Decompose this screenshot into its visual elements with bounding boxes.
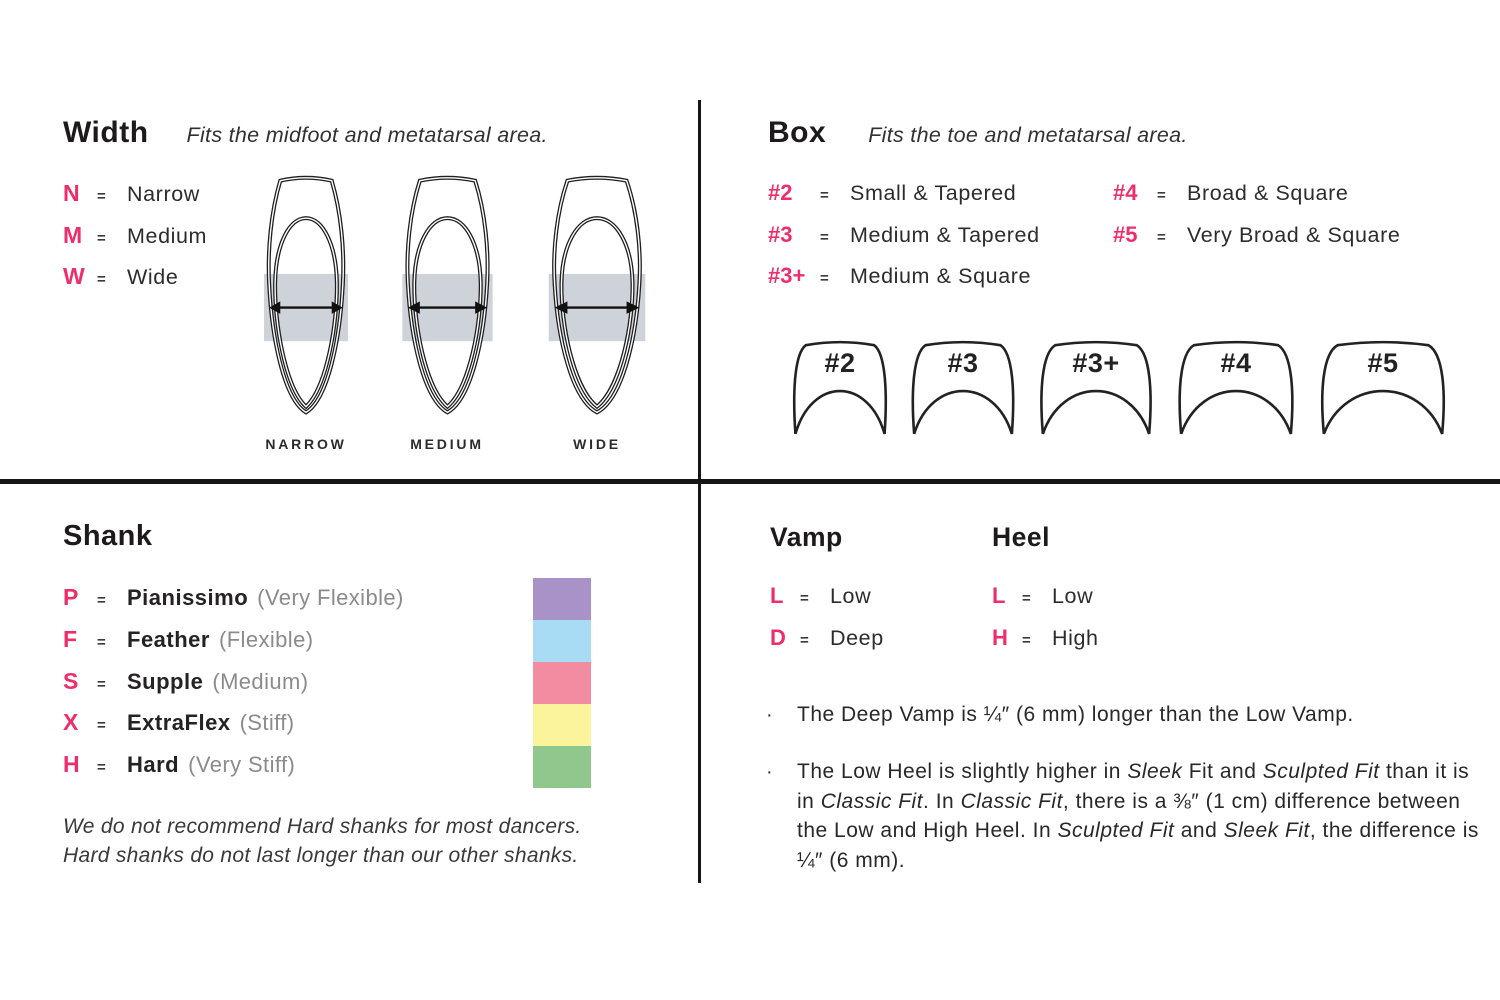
shank-desc-pianissimo: (Very Flexible) [257,585,404,610]
shank-name-feather: Feather [127,626,210,652]
box-legend-row-3plus [768,263,1040,305]
horizontal-divider [0,479,1500,484]
box-label-3plus: Medium & Square [850,264,1032,288]
box-legend-row-5 [1113,222,1400,264]
box-shape-2 [788,336,892,438]
box-label-4: Broad & Square [1187,181,1349,205]
box-key-2: #2 [768,180,793,205]
equals-sign: = [1157,187,1166,204]
shoe-caption-wide: WIDE [573,436,621,452]
box-legend-row-3 [768,222,1040,264]
box-shape-3-label: #3 [947,348,979,378]
vertical-divider [698,100,701,883]
shank-name-extraflex: ExtraFlex [127,710,231,736]
box-shape-4-label: #4 [1220,348,1252,378]
box-shape-5-label: #5 [1367,348,1399,378]
box-title: Box [768,116,827,149]
heel-legend [992,583,1099,667]
shank-row-feather [63,626,404,668]
equals-sign: = [97,675,106,693]
equals-sign: = [97,759,106,777]
shank-note-line1: We do not recommend Hard shanks for most dancers. [63,815,582,838]
equals-sign: = [1157,228,1166,246]
heel-key-h: H [992,625,1008,650]
swatch-hard [533,746,591,788]
note-bullet-2 [766,757,1488,875]
shoe-caption-medium: MEDIUM [410,436,484,452]
equals-sign: = [800,590,809,607]
box-label-5: Very Broad & Square [1187,222,1401,247]
vamp-title: Vamp [770,522,843,552]
width-header [63,116,548,150]
heel-label-high: High [1052,626,1099,650]
shoe-caption-narrow: NARROW [265,436,347,452]
box-shape-3 [906,336,1020,438]
vamp-key-l: L [770,583,784,608]
shank-name-pianissimo: Pianissimo [127,585,249,610]
heel-row-high [992,625,1099,667]
shoe-diagram-medium [383,172,512,452]
medium-shoe-icon [383,172,512,422]
shank-key-s: S [63,667,79,694]
shank-desc-supple: (Medium) [212,668,309,694]
width-key-m: M [63,221,83,248]
heel-row-low [992,583,1099,625]
width-legend [63,180,207,305]
shank-key-x: X [63,709,79,736]
width-key-w: W [63,263,85,289]
heel-key-l: L [992,583,1006,608]
shoe-diagram-narrow [246,172,366,452]
width-label-wide: Wide [127,265,179,289]
box-key-3: #3 [768,221,793,247]
shank-name-supple: Supple [127,668,204,694]
swatch-feather [533,620,591,662]
equals-sign: = [1022,632,1031,649]
vamp-key-d: D [770,625,786,650]
swatch-extraflex [533,704,591,746]
box-header [768,116,1188,150]
width-label-medium: Medium [127,223,208,248]
box-shape-2-label: #2 [824,348,856,378]
shoe-diagram-wide [528,172,666,452]
width-subtitle: Fits the midfoot and metatarsal area. [186,123,548,147]
heel-header [992,522,1050,553]
bullet-icon: · [766,704,773,726]
equals-sign: = [800,632,809,649]
box-legend-row-4 [1113,180,1400,222]
vamp-legend [770,583,884,667]
width-title: Width [63,116,149,149]
width-legend-row-narrow [63,180,207,222]
equals-sign: = [97,229,106,247]
equals-sign: = [820,187,829,204]
equals-sign: = [820,270,829,287]
shank-color-scale [533,578,591,788]
box-subtitle: Fits the toe and metatarsal area. [868,123,1188,147]
shank-row-extraflex [63,709,404,751]
shank-key-p: P [63,584,79,610]
box-shape-3plus [1034,336,1158,438]
shank-key-h: H [63,751,80,778]
shank-note [63,813,683,870]
vamp-row-low [770,583,884,625]
box-legend-row-2 [768,180,1040,222]
shank-note-line2: Hard shanks do not last longer than our other shanks. [63,843,579,867]
note-bullet-2-text: The Low Heel is slightly higher in Sleek Fit and Sculpted Fit than it is in Classic Fit. In Classic Fit, there is a ⅜″ (1 cm) difference between the Low and High Heel. In Sculpted Fit and Sleek Fit, the difference is ¼″ (6 mm). [797,760,1479,872]
heel-label-low: Low [1052,584,1094,608]
box-label-2: Small & Tapered [850,181,1017,205]
shank-row-pianissimo [63,584,404,626]
equals-sign: = [97,271,106,288]
equals-sign: = [97,592,106,609]
wide-shoe-icon [528,172,666,422]
width-legend-row-wide [63,263,207,305]
shank-row-supple [63,668,404,710]
width-key-n: N [63,180,80,206]
shank-row-hard [63,751,404,793]
shank-desc-hard: (Very Stiff) [188,752,296,778]
vamp-row-deep [770,625,884,667]
vamp-heel-notes [766,700,1488,902]
equals-sign: = [1022,590,1031,607]
width-diagrams [246,172,666,452]
shank-desc-extraflex: (Stiff) [239,710,295,736]
note-bullet-1 [766,700,1488,730]
shank-name-hard: Hard [127,752,180,778]
swatch-supple [533,662,591,704]
equals-sign: = [97,717,106,735]
box-key-4: #4 [1113,180,1138,205]
box-shape-5 [1314,336,1452,438]
box-shape-3plus-label: #3+ [1072,348,1120,378]
vamp-header [770,522,843,553]
shank-header [63,520,153,553]
box-key-5: #5 [1113,221,1138,247]
equals-sign: = [97,188,106,205]
shank-key-f: F [63,625,78,652]
shank-legend [63,584,404,793]
shank-title: Shank [63,520,153,552]
swatch-pianissimo [533,578,591,620]
heel-title: Heel [992,522,1050,552]
equals-sign: = [97,633,106,651]
width-label-narrow: Narrow [127,182,200,206]
vamp-label-deep: Deep [830,626,884,650]
narrow-shoe-icon [246,172,366,422]
box-legend-left [768,180,1040,305]
vamp-label-low: Low [830,584,872,608]
bullet-icon: · [766,761,773,783]
box-key-3plus: #3+ [768,263,806,288]
width-legend-row-medium [63,222,207,264]
box-shape-4 [1172,336,1300,438]
shank-desc-feather: (Flexible) [218,626,314,652]
box-legend-right [1113,180,1400,263]
note-bullet-1-text: The Deep Vamp is ¼″ (6 mm) longer than the Low Vamp. [797,703,1354,726]
box-label-3: Medium & Tapered [850,222,1040,247]
equals-sign: = [820,228,829,246]
box-diagrams [788,336,1452,438]
